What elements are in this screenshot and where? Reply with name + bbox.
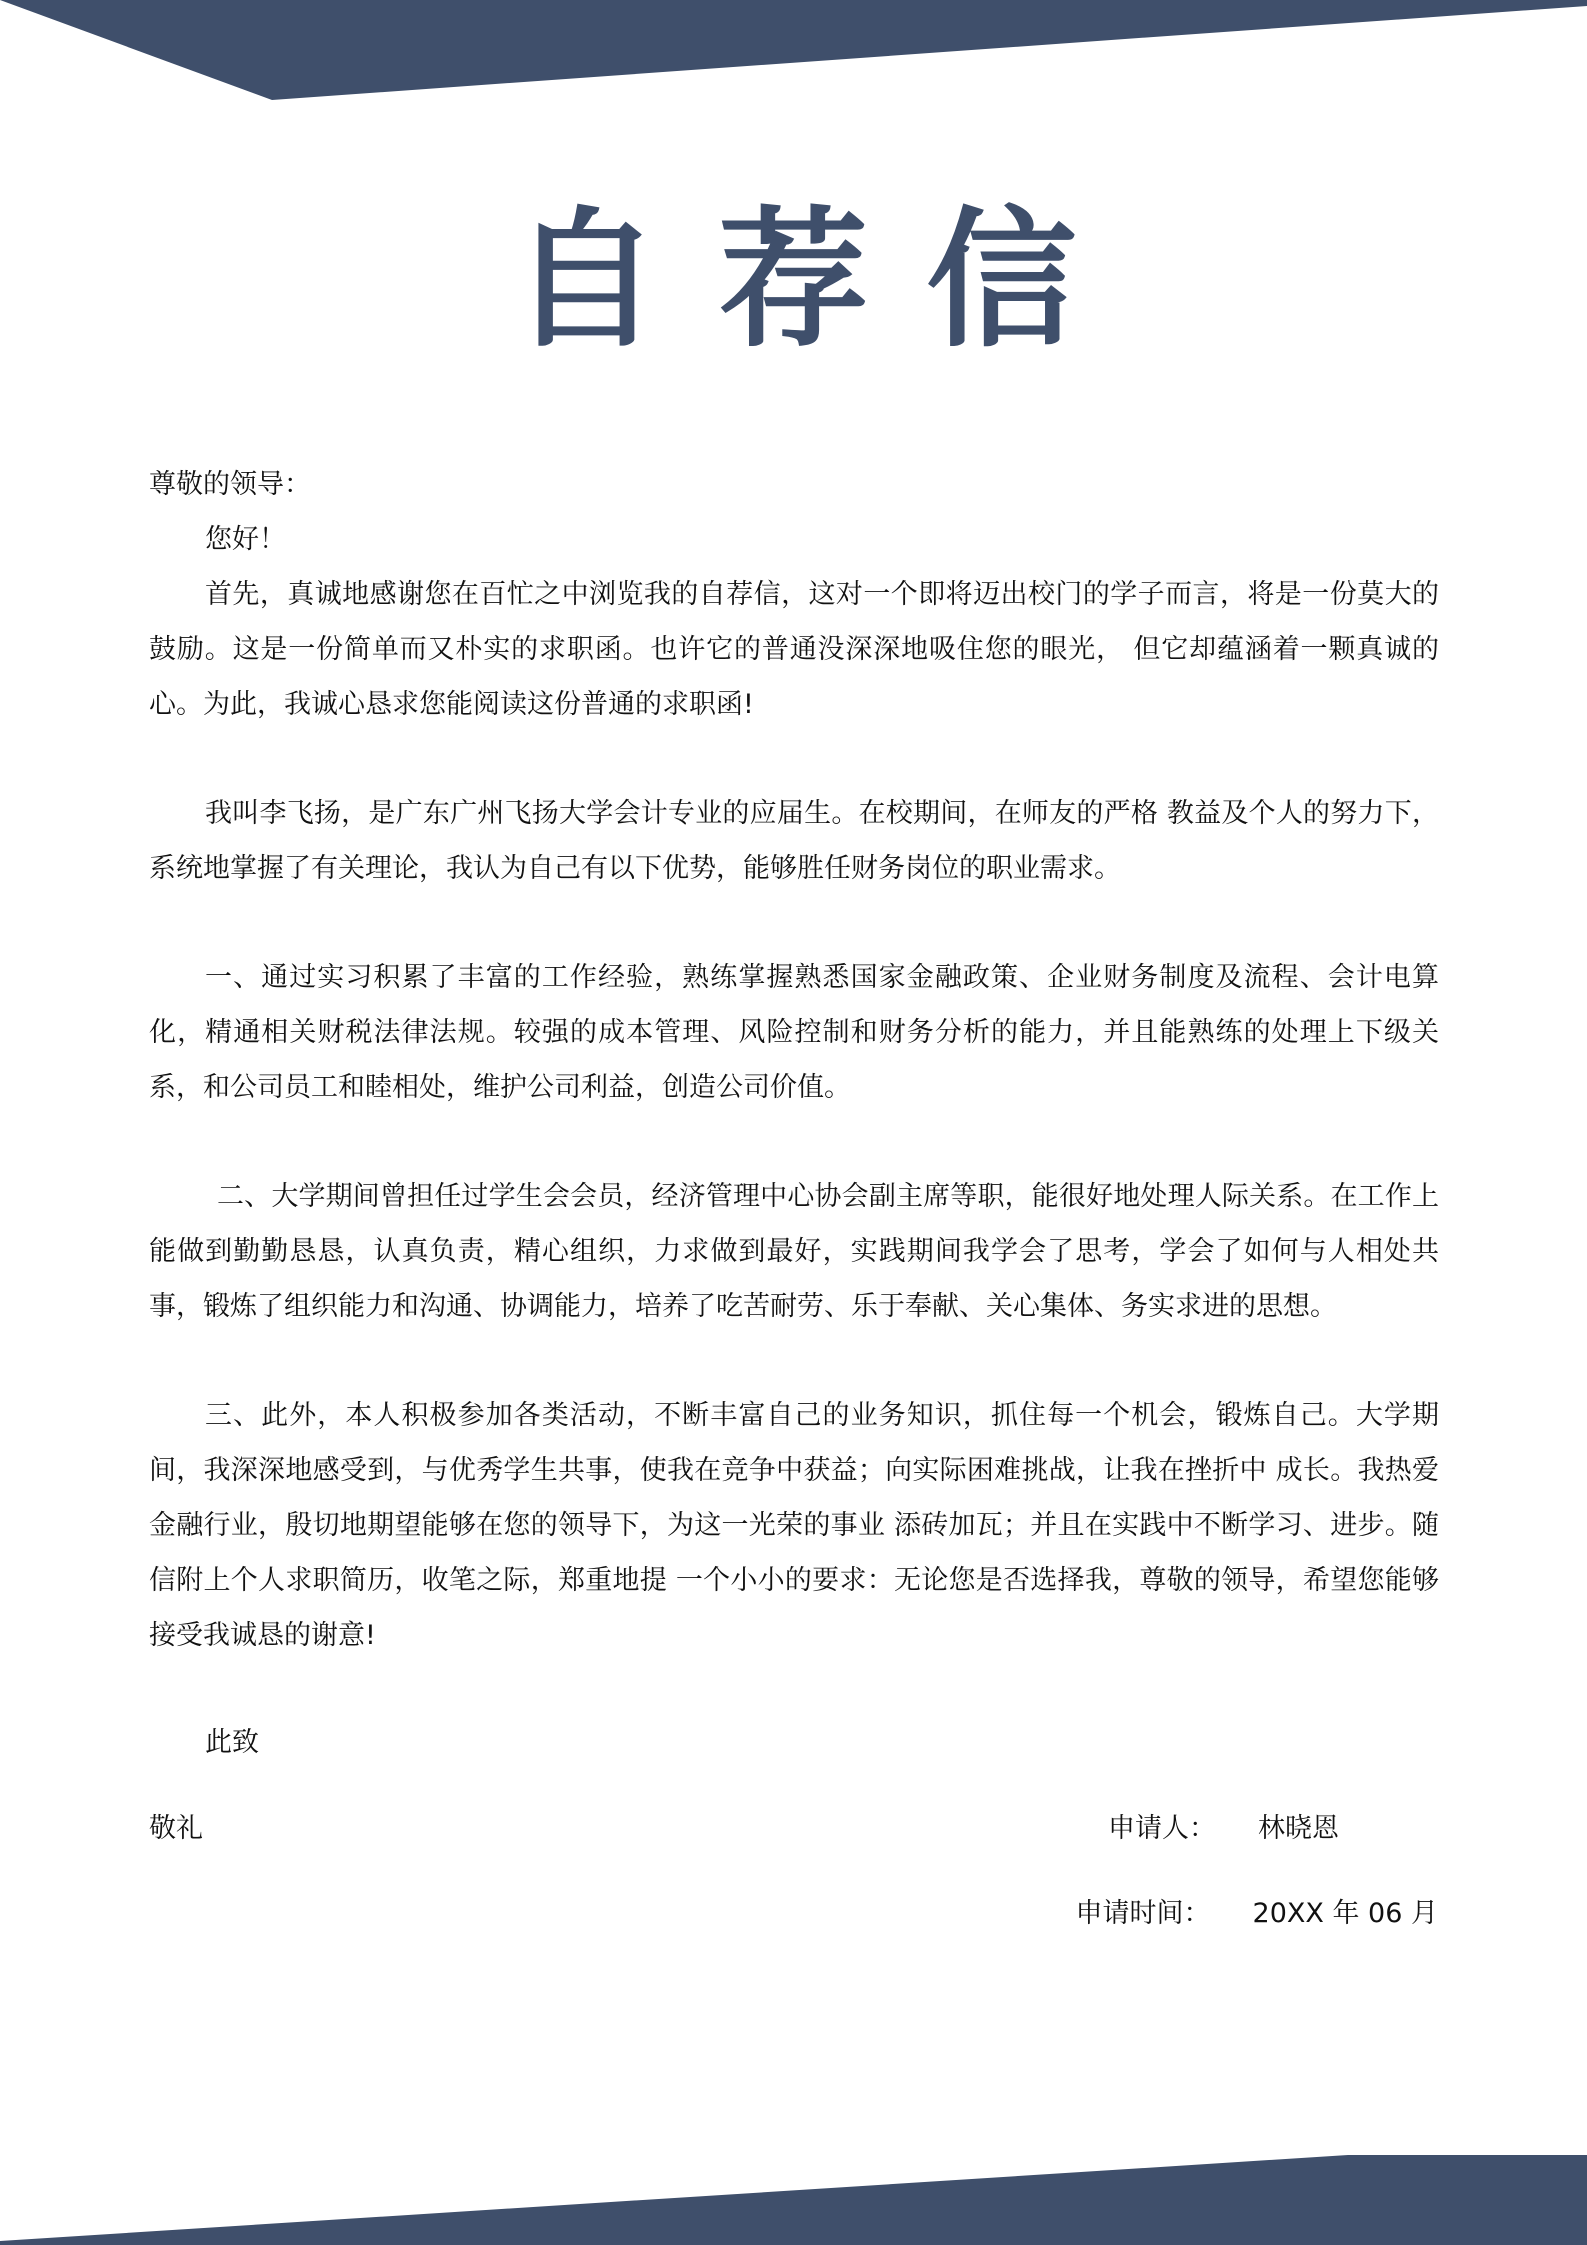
applicant-row (1108, 1804, 1339, 1854)
top-banner-shape (0, 0, 1587, 100)
page-title: 自荐信 (510, 192, 1135, 368)
letter-body (149, 457, 1439, 1663)
paragraph-intro: 首先，真诚地感谢您在百忙之中浏览我的自荐信，这对一个即将迈出校门的学子而言，将是一份莫大的鼓励。这是一份简单而又朴实的求职函。也许它的普通没深深地吸住您的眼光， 但它却蕴涵着一颗真诚的心。为此，我诚心恳求您能阅读这份普通的求职函! (149, 579, 1439, 720)
paragraph-strength-three: 三、此外，本人积极参加各类活动，不断丰富自己的业务知识，抓住每一个机会，锻炼自己。大学期间，我深深地感受到，与优秀学生共事，使我在竞争中获益；向实际困难挑战，让我在挫折中 成长。我热爱金融行业，殷切地期望能够在您的领导下，为这一光荣的事业 添砖加瓦；并且在实践中不断学习、进步。随信附上个人求职简历，收笔之际，郑重地提 一个小小的要求：无论您是否选择我，尊敬的领导，希望您能够接受我诚恳的谢意! (149, 1400, 1439, 1651)
bottom-banner-decoration (0, 2155, 1587, 2245)
paragraph-strength-one: 一、通过实习积累了丰富的工作经验，熟练掌握熟悉国家金融政策、企业财务制度及流程、会计电算化，精通相关财税法律法规。较强的成本管理、风险控制和财务分析的能力，并且能熟练的处理上下级关系，和公司员工和睦相处，维护公司利益，创造公司价值。 (149, 962, 1439, 1103)
top-banner-decoration (0, 0, 1587, 100)
application-date-value: 20XX 年 06 月 (1252, 1898, 1438, 1929)
applicant-label: 申请人： (1108, 1813, 1216, 1844)
bottom-banner-shape (0, 2155, 1587, 2245)
greeting: 尊敬的领导： (149, 469, 311, 500)
paragraph-self-introduction: 我叫李飞扬，是广东广州飞扬大学会计专业的应届生。在校期间，在师友的严格 教益及个人的努力下，系统地掌握了有关理论，我认为自己有以下优势，能够胜任财务岗位的职业需求。 (149, 798, 1439, 884)
application-date-row (1076, 1889, 1438, 1939)
hello-line: 您好！ (205, 524, 286, 555)
paragraph-strength-two: 二、大学期间曾担任过学生会会员，经济管理中心协会副主席等职，能很好地处理人际关系。在工作上能做到勤勤恳恳，认真负责，精心组织，力求做到最好，实践期间我学会了思考，学会了如何与人相处共事，锻炼了组织能力和沟通、协调能力，培养了吃苦耐劳、乐于奉献、关心集体、务实求进的思想。 (149, 1181, 1439, 1322)
salutation: 敬礼 (149, 1813, 203, 1844)
applicant-name: 林晓恩 (1258, 1813, 1339, 1844)
application-date-label: 申请时间： (1075, 1898, 1211, 1929)
closing-line: 此致 (205, 1727, 259, 1758)
